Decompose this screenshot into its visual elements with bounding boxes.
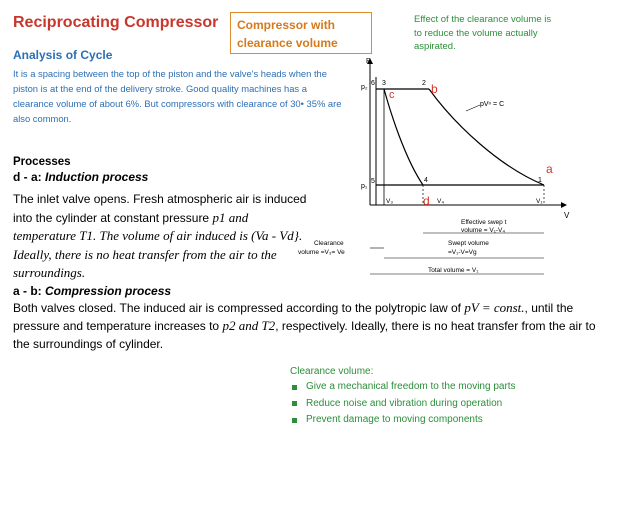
expansion-curve [384,89,423,185]
effective-label-1: Effective swep t [461,219,507,226]
point-4: 4 [424,177,428,184]
list-item [290,379,610,396]
point-6: 6 [371,80,375,87]
p2-label: p₂ [361,84,368,91]
bullet-icon [292,401,297,406]
bullet-icon [292,385,297,390]
compression-text-3: , respectively. Ideally, there is no heat transfer from the air to the surroundings of cylinder. [13,319,596,351]
clearance-list [290,379,610,429]
point-1: 1 [538,177,542,184]
swept-label-2: =V₁-V=Vg [448,249,477,256]
slide-title: Reciprocating Compressor [13,14,219,31]
list-item [290,412,610,429]
point-5: 5 [371,178,375,185]
state-c: c [389,89,395,101]
induction-title: Induction process [45,170,149,184]
list-item [290,396,610,413]
v3-label: V₃ [386,198,393,205]
callout-box: Compressor with clearance volume [230,12,372,54]
p1-label: p₁ [361,183,368,190]
effective-label-2: volume = V₁-V₄ [461,227,506,234]
induction-paragraph [13,191,308,283]
list-item-text: Give a mechanical freedom to the moving parts [306,381,516,392]
induction-heading [13,170,148,184]
compression-title: Compression process [45,284,172,298]
compression-heading [13,284,171,298]
induction-text-1: The inlet valve opens. Fresh atmospheric air is induced into the cylinder at constant pressure [13,192,307,225]
compression-prefix: a - b: [13,284,45,298]
induction-var: p1 [212,209,226,225]
state-b: b [431,82,438,96]
compression-text-2: , until the pressure and temperature increases to [13,301,574,333]
list-item-text: Prevent damage to moving components [306,414,483,425]
swept-label-1: Swept volume [448,240,489,247]
clearance-heading: Clearance volume: [290,366,374,377]
state-d: d [423,194,430,208]
intro-paragraph: It is a spacing between the top of the piston and the valve's heads when the piston is at the end of the delivery stroke. Good quality machines has a clearance volume of about 6%. But compressors with clearance of 30• 35% are also common. [13,68,342,124]
list-item-text: Reduce noise and vibration during operation [306,397,503,409]
p-axis-label: P [366,58,371,65]
compression-var-2: p2 and T2 [222,318,276,333]
compression-paragraph [13,299,613,353]
clearance-label-1: Clearance [314,240,344,247]
v-axis-label: V [564,211,570,220]
clearance-effect-note: Effect of the clearance volume is to reduce the volume actually aspirated. [414,14,552,52]
total-label: Total volume = V₁ [428,267,479,274]
curve-pointer [466,105,480,111]
compression-text-1: Both valves closed. The induced air is compressed according to the polytropic law of [13,301,465,315]
compression-var-1: pV = const. [464,300,525,315]
point-2: 2 [422,80,426,87]
state-a: a [546,162,553,176]
pv-diagram [290,55,638,285]
induction-text-2: and temperature T1. The volume of air induced is (Va - Vd}. Ideally, there is no heat transfer from the air to the surroundings. [13,209,303,280]
induction-prefix: d - a: [13,170,45,184]
point-3: 3 [382,80,386,87]
v1-label: V₁ [536,198,543,205]
analysis-heading: Analysis of Cycle [13,48,113,62]
polytropic-label: pVⁿ = C [480,101,505,108]
bullet-icon [292,418,297,423]
clearance-label-2: volume =V₃= Ve [298,249,345,256]
processes-heading: Processes [13,156,71,168]
v4-label: V₄ [437,198,444,205]
